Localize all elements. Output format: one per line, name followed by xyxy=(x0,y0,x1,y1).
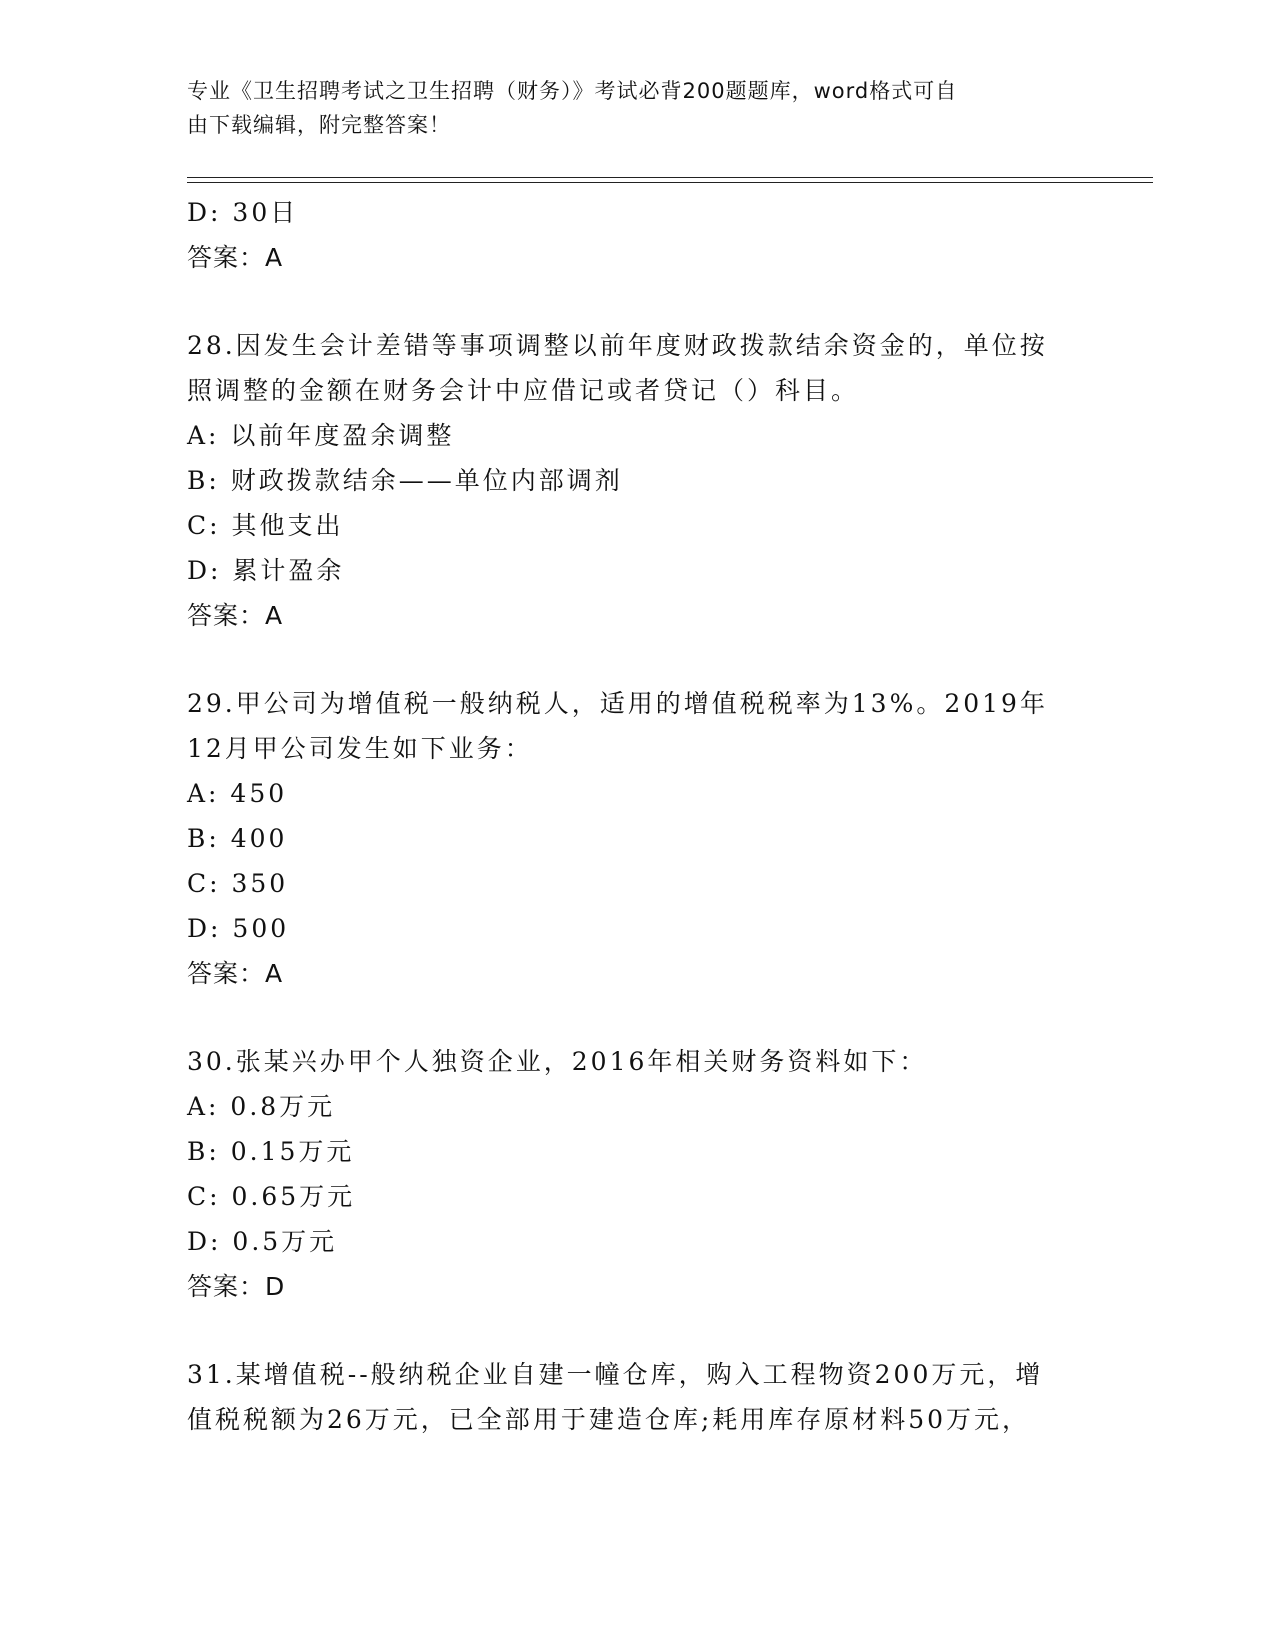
question-stem-line: 30.张某兴办甲个人独资企业，2016年相关财务资料如下： xyxy=(187,1047,928,1076)
question-list xyxy=(187,190,1087,1442)
option-d: D: 0.5万元 xyxy=(187,1227,338,1256)
option-a: A: 以前年度盈余调整 xyxy=(187,421,455,450)
document-header xyxy=(187,74,1067,142)
answer-line: 答案：D xyxy=(187,1272,286,1301)
option-b: B: 400 xyxy=(187,824,288,853)
option-b: B: 财政拨款结余——单位内部调剂 xyxy=(187,466,623,495)
option-d: D: 500 xyxy=(187,914,290,943)
option-c: C: 0.65万元 xyxy=(187,1182,356,1211)
question-stem-line: 照调整的金额在财务会计中应借记或者贷记（）科目。 xyxy=(187,376,860,405)
question-stem-line: 29.甲公司为增值税一般纳税人，适用的增值税税率为13%。2019年 xyxy=(187,689,1048,718)
option-c: C: 350 xyxy=(187,869,289,898)
question-stem-line: 值税税额为26万元，已全部用于建造仓库;耗用库存原材料50万元， xyxy=(187,1405,1031,1434)
answer-line: 答案：A xyxy=(187,959,284,988)
question-stem-line: 31.某增值税--般纳税企业自建一幢仓库，购入工程物资200万元，增 xyxy=(187,1360,1044,1389)
header-line-2: 由下载编辑，附完整答案！ xyxy=(187,113,451,137)
question-29 xyxy=(187,681,1087,996)
header-rule-bottom xyxy=(187,182,1153,183)
option-d: D: 累计盈余 xyxy=(187,556,345,585)
question-31 xyxy=(187,1352,1087,1442)
answer-line: 答案：A xyxy=(187,601,284,630)
question-stem-line: 28.因发生会计差错等事项调整以前年度财政拨款结余资金的，单位按 xyxy=(187,331,1048,360)
question-28 xyxy=(187,323,1087,638)
option-d: D: 30日 xyxy=(187,198,299,227)
header-rule-top xyxy=(187,177,1153,178)
option-a: A: 0.8万元 xyxy=(187,1092,336,1121)
option-b: B: 0.15万元 xyxy=(187,1137,355,1166)
option-a: A: 450 xyxy=(187,779,288,808)
option-c: C: 其他支出 xyxy=(187,511,344,540)
question-stem-line: 12月甲公司发生如下业务： xyxy=(187,734,533,763)
question-30 xyxy=(187,1039,1087,1309)
header-line-1: 专业《卫生招聘考试之卫生招聘（财务）》考试必背200题题库，word格式可自 xyxy=(187,79,958,103)
answer-line: 答案：A xyxy=(187,243,284,272)
